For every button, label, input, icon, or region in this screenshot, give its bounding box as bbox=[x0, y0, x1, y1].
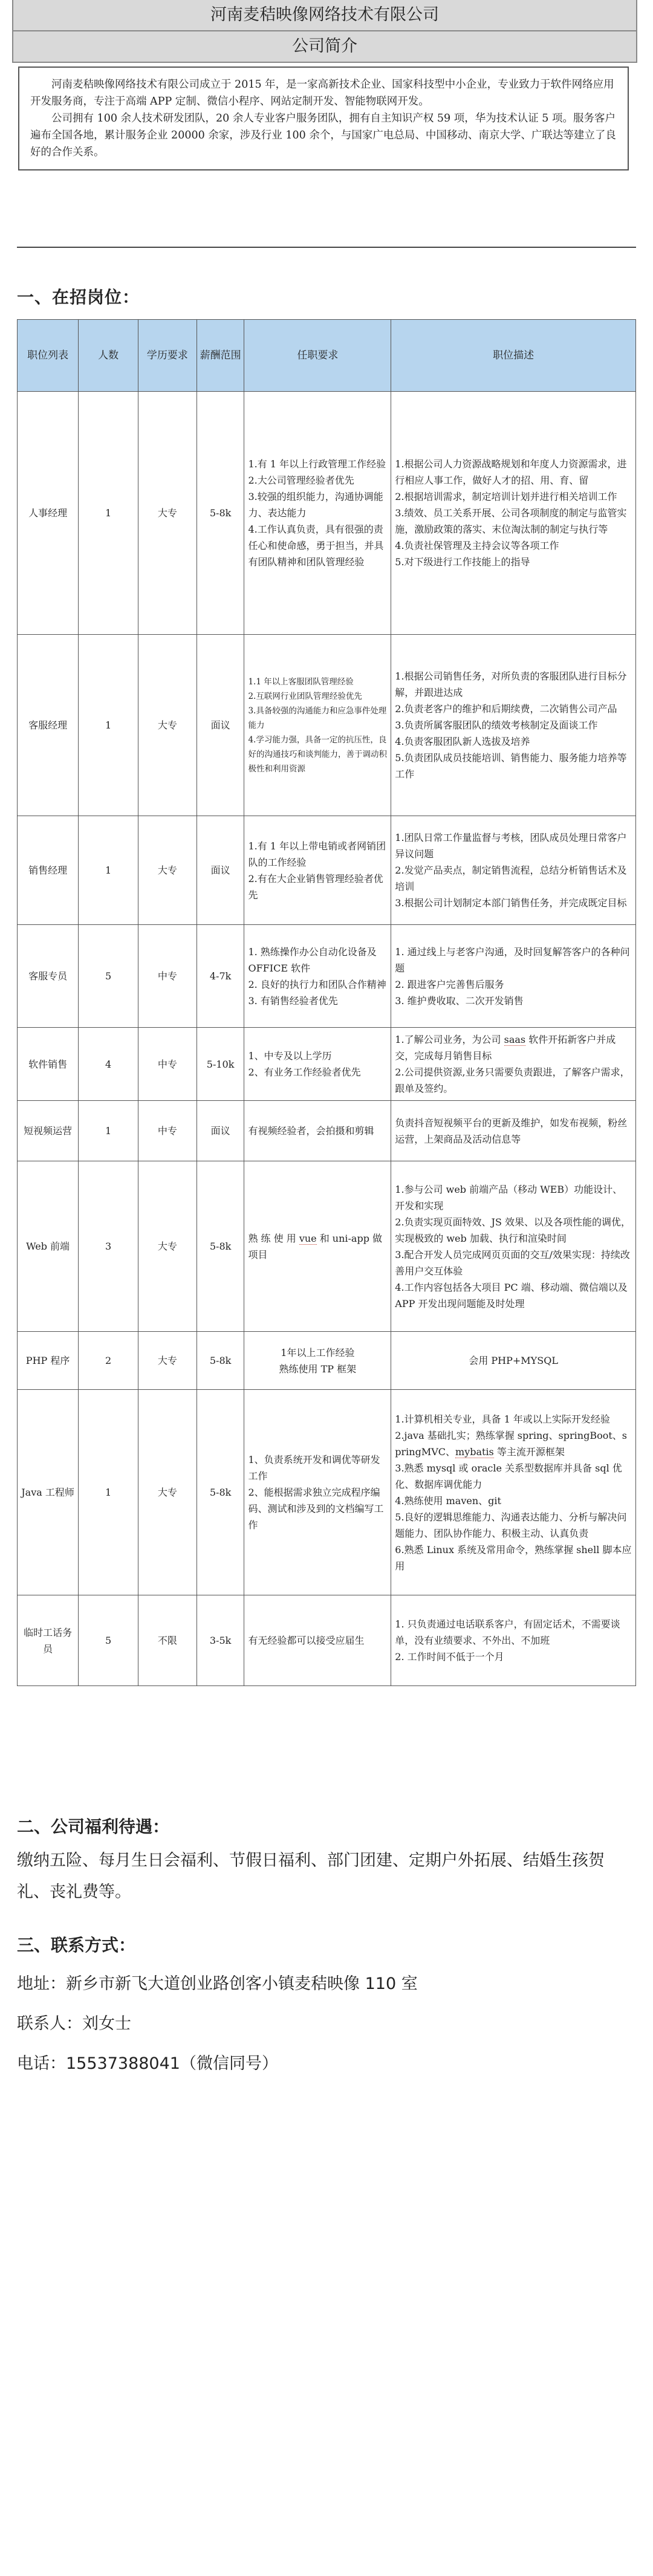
contact-phone: 电话：15537388041（微信同号） bbox=[17, 2054, 278, 2073]
description-item: 3.根据公司计划制定本部门销售任务，并完成既定目标 bbox=[395, 897, 627, 909]
requirement-item: 4.工作认真负责，具有很强的责任心和使命感，勇于担当，并具有团队精神和团队管理经验 bbox=[248, 524, 384, 568]
table-row bbox=[18, 1161, 636, 1332]
job-education: 大专 bbox=[138, 1390, 197, 1595]
job-description bbox=[391, 1101, 636, 1161]
table-row bbox=[18, 816, 636, 925]
contact-address: 地址：新乡市新飞大道创业路创客小镇麦秸映像 110 室 bbox=[17, 1974, 418, 1993]
description-text: 1.了解公司业务，为公司 bbox=[395, 1034, 504, 1045]
requirement-item: 1. 熟练操作办公自动化设备及 OFFICE 软件 bbox=[248, 946, 377, 974]
requirement-item: 2.大公司管理经验者优先 bbox=[248, 475, 354, 486]
description-item: 2. 跟进客户完善售后服务 bbox=[395, 978, 504, 990]
job-salary: 4-7k bbox=[197, 925, 244, 1028]
description-item: 4.熟练使用 maven、git bbox=[395, 1494, 501, 1507]
table-header-row bbox=[18, 320, 636, 392]
job-salary: 5-8k bbox=[197, 1390, 244, 1595]
job-salary: 面议 bbox=[197, 635, 244, 816]
job-requirements bbox=[244, 635, 391, 816]
job-education: 中专 bbox=[138, 1101, 197, 1161]
job-salary: 5-8k bbox=[197, 392, 244, 635]
job-description bbox=[391, 1332, 636, 1390]
table-row bbox=[18, 635, 636, 816]
job-count: 3 bbox=[79, 1161, 138, 1332]
description-item: 2.负责老客户的维护和后期续费，二次销售公司产品 bbox=[395, 703, 617, 715]
job-salary: 面议 bbox=[197, 816, 244, 925]
requirement-item: 3. 有销售经验者优先 bbox=[248, 994, 338, 1007]
description-text: 软件开拓新客户并成交，完成每月销售目标 bbox=[395, 1034, 616, 1062]
job-count: 5 bbox=[79, 1595, 138, 1686]
job-requirements bbox=[244, 1332, 391, 1390]
job-salary: 5-8k bbox=[197, 1161, 244, 1332]
job-requirements bbox=[244, 392, 391, 635]
job-requirements bbox=[244, 816, 391, 925]
job-count: 2 bbox=[79, 1332, 138, 1390]
requirement-item: 有视频经验者，会拍摄和剪辑 bbox=[248, 1125, 374, 1137]
job-count: 4 bbox=[79, 1028, 138, 1101]
job-title: 短视频运营 bbox=[18, 1101, 79, 1161]
description-item: 4.负责客服团队新人选拔及培养 bbox=[395, 736, 530, 747]
column-header: 人数 bbox=[79, 320, 138, 392]
description-item: 4.工作内容包括各大项目 PC 端、移动端、微信端以及 APP 开发出现问题能及时处理 bbox=[395, 1281, 628, 1309]
job-description bbox=[391, 1161, 636, 1332]
job-requirements bbox=[244, 1161, 391, 1332]
description-item: 1.参与公司 web 前端产品（移动 WEB）功能设计、开发和实现 bbox=[395, 1183, 623, 1212]
job-title: Java 工程师 bbox=[18, 1390, 79, 1595]
job-count: 1 bbox=[79, 392, 138, 635]
requirement-item: 2.互联网行业团队管理经验优先 bbox=[248, 691, 362, 701]
description-item: 5.良好的逻辑思维能力、沟通表达能力、分析与解决问题能力、团队协作能力、积极主动、认真负责 bbox=[395, 1511, 627, 1539]
job-education: 中专 bbox=[138, 1028, 197, 1101]
header-box bbox=[12, 0, 637, 63]
requirement-item: 2、有业务工作经验者优先 bbox=[248, 1066, 361, 1078]
job-salary: 面议 bbox=[197, 1101, 244, 1161]
requirement-item: 熟练使用 TP 框架 bbox=[279, 1363, 357, 1375]
description-item: 1. 通过线上与老客户沟通，及时回复解答客户的各种问题 bbox=[395, 946, 630, 974]
job-description bbox=[391, 1028, 636, 1101]
job-title: 销售经理 bbox=[18, 816, 79, 925]
job-title: 临时工话务员 bbox=[18, 1595, 79, 1686]
description-item: 6.熟悉 Linux 系统及常用命令，熟练掌握 shell 脚本应用 bbox=[395, 1543, 632, 1572]
description-item: 1.根据公司人力资源战略规划和年度人力资源需求，进行相应人事工作，做好人才的招、用、育、留 bbox=[395, 458, 627, 486]
job-education: 大专 bbox=[138, 392, 197, 635]
job-title: Web 前端 bbox=[18, 1161, 79, 1332]
table-row bbox=[18, 1595, 636, 1686]
description-item: 2.发觉产品卖点，制定销售流程，总结分析销售话术及培训 bbox=[395, 865, 627, 892]
job-education: 大专 bbox=[138, 635, 197, 816]
requirement-item: 1、负责系统开发和调优等研发工作 bbox=[248, 1454, 380, 1482]
company-name: 河南麦秸映像网络技术有限公司 bbox=[13, 0, 636, 31]
description-text: 2.java 基础扎实；熟练掌握 spring、springBoot、springMVC、 bbox=[395, 1429, 627, 1458]
description-item: 3.绩效、员工关系开展、公司各项制度的制定与监管实施，激励政策的落实、末位淘汰制的制定与执行等 bbox=[395, 507, 627, 535]
job-salary: 5-10k bbox=[197, 1028, 244, 1101]
table-row bbox=[18, 1028, 636, 1101]
benefits-text: 缴纳五险、每月生日会福利、节假日福利、部门团建、定期户外拓展、结婚生孩贺礼、丧礼费等。 bbox=[17, 1851, 605, 1901]
intro-paragraph: 河南麦秸映像网络技术有限公司成立于 2015 年，是一家高新技术企业、国家科技型中小企业，专业致力于软件网络应用开发服务商，专注于高端 APP 定制、微信小程序、网站定制开发、智能物联网开发。 bbox=[30, 79, 614, 108]
requirement-item: 2、能根据需求独立完成程序编码、测试和涉及到的文档编写工作 bbox=[248, 1487, 384, 1531]
job-education: 大专 bbox=[138, 816, 197, 925]
description-text: 等主流开源框架 bbox=[493, 1445, 565, 1458]
description-item: 负责抖音短视频平台的更新及维护，如发布视频，粉丝运营，上架商品及活动信息等 bbox=[395, 1117, 628, 1145]
description-item: 3.负责所属客服团队的绩效考核制定及面谈工作 bbox=[395, 719, 598, 731]
requirement-item: 3.较强的组织能力，沟通协调能力、表达能力 bbox=[248, 491, 383, 519]
requirement-item: 有无经验都可以接受应届生 bbox=[248, 1635, 365, 1646]
job-count: 1 bbox=[79, 1390, 138, 1595]
description-item: 2.根据培训需求，制定培训计划并进行相关培训工作 bbox=[395, 491, 617, 502]
requirement-item: 3.具备较强的沟通能力和应急事件处理能力 bbox=[248, 706, 387, 730]
requirement-item: 2.有在大企业销售管理经验者优先 bbox=[248, 872, 383, 901]
table-row bbox=[18, 392, 636, 635]
job-description bbox=[391, 1390, 636, 1595]
description-item: 1.计算机相关专业，具备 1 年或以上实际开发经验 bbox=[395, 1413, 610, 1425]
job-description bbox=[391, 816, 636, 925]
vue-term: vue bbox=[299, 1232, 317, 1244]
job-salary: 3-5k bbox=[197, 1595, 244, 1686]
job-education: 大专 bbox=[138, 1161, 197, 1332]
requirement-text: 和 uni-app 做项目 bbox=[248, 1232, 383, 1260]
divider bbox=[17, 247, 636, 248]
intro-paragraph: 公司拥有 100 余人技术研发团队，20 余人专业客户服务团队，拥有自主知识产权 59 项，华为技术认证 5 项。服务客户遍布全国各地，累计服务企业 20000 余家，涉及行业 100 余个，与国家广电总局、中国移动、南京大学、广联达等建立了良好的合作关系。 bbox=[30, 112, 616, 158]
description-item: 会用 PHP+MYSQL bbox=[469, 1355, 558, 1366]
mybatis-term: mybatis bbox=[455, 1445, 494, 1458]
job-requirements bbox=[244, 1101, 391, 1161]
column-header: 职位描述 bbox=[391, 320, 636, 392]
description-item: 1.根据公司销售任务，对所负责的客服团队进行目标分解，并跟进达成 bbox=[395, 670, 627, 698]
table-row bbox=[18, 1101, 636, 1161]
jobs-table bbox=[17, 319, 636, 1686]
column-header: 职位列表 bbox=[18, 320, 79, 392]
job-title: 软件销售 bbox=[18, 1028, 79, 1101]
job-count: 1 bbox=[79, 816, 138, 925]
job-title: PHP 程序 bbox=[18, 1332, 79, 1390]
job-title: 人事经理 bbox=[18, 392, 79, 635]
contact-person: 联系人：刘女士 bbox=[17, 2014, 131, 2033]
job-education: 不限 bbox=[138, 1595, 197, 1686]
job-title: 客服专员 bbox=[18, 925, 79, 1028]
description-item: 1.团队日常工作量监督与考核，团队成员处理日常客户异议问题 bbox=[395, 832, 627, 860]
job-title: 客服经理 bbox=[18, 635, 79, 816]
requirement-item: 1、中专及以上学历 bbox=[248, 1050, 332, 1062]
job-requirements bbox=[244, 1390, 391, 1595]
description-item bbox=[395, 1031, 632, 1064]
job-education: 大专 bbox=[138, 1332, 197, 1390]
description-item bbox=[395, 1427, 632, 1460]
requirement-item: 1.1 年以上客服团队管理经验 bbox=[248, 676, 354, 687]
company-intro bbox=[18, 67, 629, 170]
job-description bbox=[391, 635, 636, 816]
description-item: 3.配合开发人员完成网页页面的交互/效果实现：持续改善用户交互体验 bbox=[395, 1248, 630, 1277]
job-count: 5 bbox=[79, 925, 138, 1028]
column-header: 薪酬范围 bbox=[197, 320, 244, 392]
table-row bbox=[18, 1332, 636, 1390]
description-item: 5.对下级进行工作技能上的指导 bbox=[395, 556, 530, 568]
requirement-item: 4.学习能力强，具备一定的抗压性，良好的沟通技巧和谈判能力，善于调动积极性和利用资源 bbox=[248, 735, 387, 774]
job-description bbox=[391, 925, 636, 1028]
section-title-jobs: 一、在招岗位： bbox=[17, 287, 140, 307]
job-count: 1 bbox=[79, 635, 138, 816]
table-row bbox=[18, 925, 636, 1028]
job-description bbox=[391, 1595, 636, 1686]
column-header: 任职要求 bbox=[244, 320, 391, 392]
description-item: 5.负责团队成员技能培训、销售能力、服务能力培养等工作 bbox=[395, 752, 627, 780]
description-item: 2. 工作时间不低于一个月 bbox=[395, 1651, 504, 1663]
requirement-item: 1.有 1 年以上行政管理工作经验 bbox=[248, 458, 386, 470]
section-title-contact: 三、联系方式： bbox=[17, 1935, 136, 1955]
job-description bbox=[391, 392, 636, 635]
column-header: 学历要求 bbox=[138, 320, 197, 392]
job-count: 1 bbox=[79, 1101, 138, 1161]
job-requirements bbox=[244, 1595, 391, 1686]
section-subtitle: 公司简介 bbox=[13, 31, 636, 62]
section-title-benefits: 二、公司福利待遇： bbox=[17, 1817, 170, 1837]
description-item: 2.公司提供资源,业务只需要负责跟进，了解客户需求，跟单及签约。 bbox=[395, 1066, 630, 1094]
requirement-item: 2. 良好的执行力和团队合作精神 bbox=[248, 978, 386, 990]
job-requirements bbox=[244, 925, 391, 1028]
job-salary: 5-8k bbox=[197, 1332, 244, 1390]
table-row bbox=[18, 1390, 636, 1595]
job-education: 中专 bbox=[138, 925, 197, 1028]
requirement-item: 1.有 1 年以上带电销或者网销团队的工作经验 bbox=[248, 840, 386, 868]
requirement-item: 1年以上工作经验 bbox=[281, 1346, 355, 1358]
saas-term: saas bbox=[504, 1034, 526, 1045]
requirement-item bbox=[248, 1230, 387, 1263]
description-item: 3. 维护费收取、二次开发销售 bbox=[395, 994, 524, 1007]
job-requirements bbox=[244, 1028, 391, 1101]
description-item: 4.负责社保管理及主持会议等各项工作 bbox=[395, 540, 559, 551]
description-item: 1. 只负责通过电话联系客户，有固定话术，不需要谈单，没有业绩要求、不外出、不加班 bbox=[395, 1618, 620, 1646]
requirement-text: 熟 练 使 用 bbox=[248, 1232, 299, 1244]
description-item: 2.负责实现页面特效、JS 效果、以及各项性能的调优，实现极致的 web 加载、执行和渲染时间 bbox=[395, 1216, 631, 1244]
description-item: 3.熟悉 mysql 或 oracle 关系型数据库并具备 sql 优化、数据库调优能力 bbox=[395, 1462, 622, 1490]
